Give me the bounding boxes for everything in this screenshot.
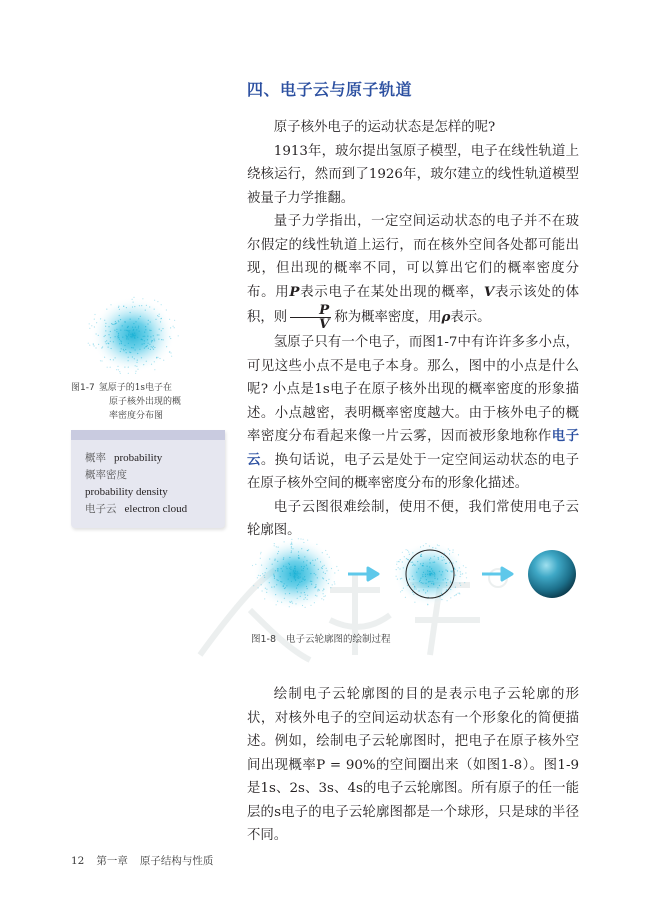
page-footer (71, 853, 225, 868)
glossary-row: 概率 probability (85, 452, 163, 464)
symbol-P: P (289, 283, 300, 300)
figure-label: 图1-8 (251, 634, 277, 645)
glossary-box (71, 430, 225, 528)
chapter-title: 原子结构与性质 (139, 855, 214, 867)
glossary-row: 概率密度 (85, 469, 127, 481)
body-text-bottom (247, 683, 579, 848)
glossary-row: 电子云 electron cloud (85, 503, 188, 515)
figure-1-8-caption: 图1-8 电子云轮廓图的绘制过程 (251, 634, 391, 645)
fraction-P-over-V: $\frac{P}{V}$ (290, 304, 331, 331)
glossary-row: probability density (85, 486, 168, 498)
paragraph: 原子核外电子的运动状态是怎样的呢? (273, 120, 496, 135)
paragraph: 电子云图很难绘制，使用不便，我们常使用电子云轮廓图。 (247, 499, 579, 538)
cloud-step-1 (252, 538, 339, 610)
symbol-V: V (483, 283, 495, 300)
term-electron-cloud: 电子云 (247, 428, 580, 468)
figure-label: 图1-7 (71, 383, 95, 393)
section-title: 四、电子云与原子轨道 (247, 80, 413, 99)
arrow-right-icon (348, 568, 378, 580)
paragraph: 绘制电子云轮廓图的目的是表示电子云轮廓的形状，对核外电子的空间运动状态有一个形象化的简便描述。例如，绘制电子云轮廓图时，把电子在原子核外空间出现概率P = 90%的空间圈出来（如图1-8）。图1-9是1s、2s、3s、4s的电子云轮廓图。所有原子的任一能层的s电子的电子云轮廓图都是一个球形，只是球的半径不同。 (247, 687, 579, 843)
sphere-contour (528, 550, 576, 598)
page-number: 12 (71, 855, 85, 867)
paragraph: 氢原子只有一个电子，而图1-7中有许许多多小点，可见这些小点不是电子本身。那么，图中的小点是什么呢? 小点是1s电子在原子核外出现的概率密度的形象描述。小点越密，表明概率密度越大。由于核外电子的概率密度分布看起来像一片云雾，因而被形象地称作电子云。换句话说，电子云是处于一定空间运动状态的电子在原子核外空间的概率密度分布的形象化描述。 (247, 335, 580, 491)
symbol-rho: ρ (441, 309, 451, 325)
paragraph: 1913年，玻尔提出氢原子模型，电子在线性轨道上绕核运行，然而到了1926年，玻尔建立的线性轨道模型被量子力学推翻。 (247, 143, 579, 206)
paragraph: 量子力学指出，一定空间运动状态的电子并不在玻尔假定的线性轨道上运行，而在核外空间各处都可能出现，但出现的概率不同，可以算出它们的概率密度分布。用P表示电子在某处出现的概率，V表示该处的体积，则 $\frac{P}{V}$ 称为概率密度，用ρ表示。 (247, 214, 580, 332)
figure-1-8 (250, 537, 580, 617)
cloud-step-2 (394, 542, 467, 606)
body-text-top (247, 116, 579, 543)
glossary-header-band (71, 430, 225, 440)
chapter-label: 第一章 (96, 855, 128, 867)
arrow-right-icon (482, 568, 512, 580)
figure-1-7-cloud (78, 292, 188, 378)
figure-1-7-caption: 图1-7 氢原子的1s电子在 原子核外出现的概 率密度分布图 (71, 383, 182, 421)
